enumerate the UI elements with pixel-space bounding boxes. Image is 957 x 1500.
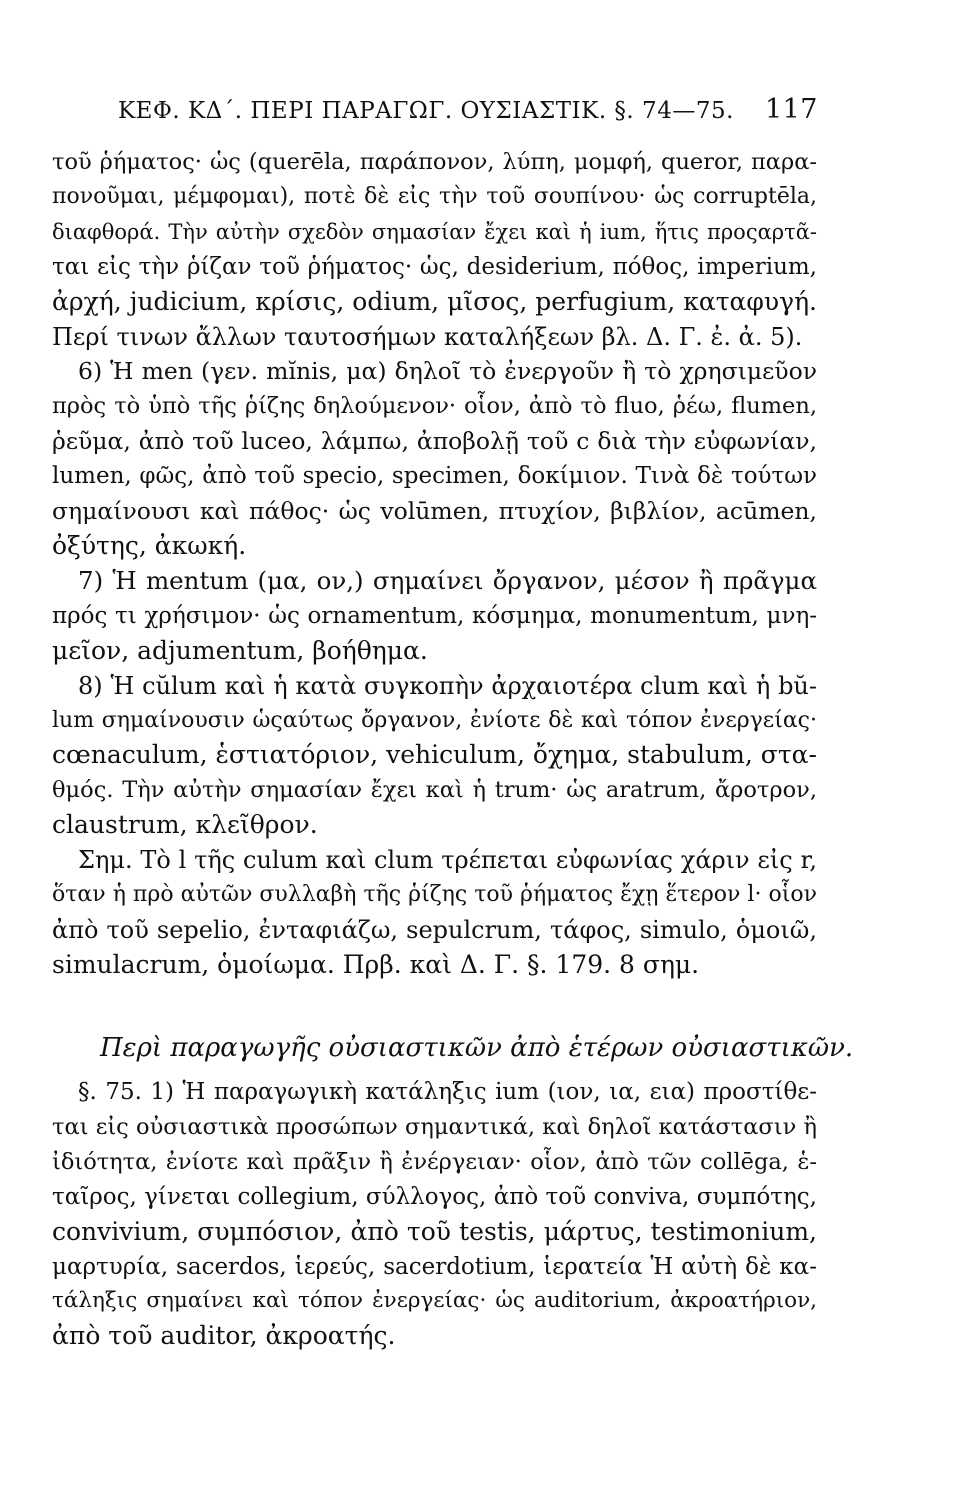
text-line: claustrum, κλεῖθρον. (52, 810, 318, 840)
text-line: §. 75. 1) Ἡ παραγωγικὴ κατάληξις ium (ιον, ια, εια) προστίθε- (78, 1079, 817, 1105)
text-line: διαφθορά. Τὴν αὐτὴν σχεδὸν σημασίαν ἔχει καὶ ἡ ium, ἥτις προςαρτᾶ- (52, 219, 817, 244)
text-line: ται εἰς τὴν ῥίζαν τοῦ ῥήματος· ὡς, desiderium, πόθος, imperium, (52, 253, 817, 280)
text-line: lumen, φῶς, ἀπὸ τοῦ specio, specimen, δοκίμιον. Τινὰ δὲ τούτων (52, 463, 817, 490)
text-line: θμός. Τὴν αὐτὴν σημασίαν ἔχει καὶ ἡ trum· ὡς aratrum, ἄροτρον, (52, 777, 817, 804)
text-line: ῥεῦμα, ἀπὸ τοῦ luceo, λάμπω, ἀποβολῇ τοῦ c διὰ τὴν εὐφωνίαν, (52, 427, 817, 456)
text-line: τάληξις σημαίνει καὶ τόπον ἐνεργείας· ὡς auditorium, ἀκροατήριον, (52, 1288, 817, 1314)
text-line: ται εἰς οὐσιαστικὰ προσώπων σημαντικά, καὶ δηλοῖ κατάστασιν ἢ (52, 1113, 817, 1140)
text-line: μαρτυρία, sacerdos, ἱερεύς, sacerdotium, ἱερατεία Ἡ αὐτὴ δὲ κα- (52, 1253, 817, 1280)
text-line: cœnaculum, ἑστιατόριον, vehiculum, ὄχημα, stabulum, στα- (52, 740, 817, 770)
text-line: ταῖρος, γίνεται collegium, σύλλογος, ἀπὸ τοῦ conviva, συμπότης, (52, 1183, 817, 1210)
main-text (52, 145, 817, 983)
section-75-text (52, 1075, 817, 1354)
text-line: convivium, συμπόσιον, ἀπὸ τοῦ testis, μάρτυς, testimonium, (52, 1216, 817, 1246)
text-line: τοῦ ῥήματος· ὡς (querēla, παράπονον, λύπη, μομφή, queror, παρα- (52, 149, 817, 175)
text-line: πρὸς τὸ ὑπὸ τῆς ῥίζης δηλούμενον· οἷον, ἀπὸ τὸ fluo, ῥέω, flumen, (52, 393, 817, 420)
note-line: Σημ. Τὸ l τῆς culum καὶ clum τρέπεται εὐφωνίας χάριν εἰς r, (78, 846, 817, 875)
text-line: πονοῦμαι, μέμφομαι), ποτὲ δὲ εἰς τὴν τοῦ σουπίνου· ὡς corruptēla, (52, 183, 817, 209)
text-line: Περί τινων ἄλλων ταυτοσήμων καταλήξεων βλ. Δ. Γ. ἐ. ἀ. 5). (52, 322, 803, 351)
text-line: πρός τι χρήσιμον· ὡς ornamentum, κόσμημα, monumentum, μνη- (52, 602, 817, 629)
text-line: σημαίνουσι καὶ πάθος· ὡς volūmen, πτυχίον, βιβλίον, acūmen, (52, 497, 817, 526)
section-heading: Περὶ παραγωγῆς οὐσιαστικῶν ἀπὸ ἑτέρων οὐσιαστικῶν. (100, 1033, 854, 1063)
running-title: ΚΕΦ. ΚΔ΄. ΠΕΡΙ ΠΑΡΑΓΩΓ. ΟΥΣΙΑΣΤΙΚ. §. 74—75. (118, 98, 734, 124)
running-header (118, 94, 818, 125)
text-line: μεῖον, adjumentum, βοήθημα. (52, 635, 428, 665)
note-line: simulacrum, ὁμοίωμα. Πρβ. καὶ Δ. Γ. §. 179. 8 σημ. (52, 949, 700, 979)
note-line: ὅταν ἡ πρὸ αὐτῶν συλλαβὴ τῆς ῥίζης τοῦ ῥήματος ἔχῃ ἕτερον l· οἷον (52, 882, 817, 908)
text-line: ἀπὸ τοῦ auditor, ἀκροατής. (52, 1321, 396, 1351)
text-line: ὀξύτης, ἀκωκή. (52, 530, 247, 560)
text-line: ἰδιότητα, ἐνίοτε καὶ πρᾶξιν ἢ ἐνέργειαν· οἷον, ἀπὸ τῶν collēga, ἑ- (52, 1148, 817, 1175)
note-line: ἀπὸ τοῦ sepelio, ἐνταφιάζω, sepulcrum, τάφος, simulo, ὁμοιῶ, (52, 915, 817, 944)
page-number: 117 (764, 94, 818, 125)
text-line: ἀρχή, judicium, κρίσις, odium, μῖσος, perfugium, καταφυγή. (52, 286, 817, 316)
text-line: 6) Ἡ men (γεν. mĭnis, μα) δηλοῖ τὸ ἐνεργοῦν ἢ τὸ χρησιμεῦον (78, 357, 817, 386)
text-line: 8) Ἡ cŭlum καὶ ἡ κατὰ συγκοπὴν ἀρχαιοτέρα clum καὶ ἡ bŭ- (78, 671, 817, 700)
text-line: 7) Ἡ mentum (μα, ον,) σημαίνει ὄργανον, μέσον ἢ πρᾶγμα (78, 565, 817, 595)
text-line: lum σημαίνουσιν ὡςαύτως ὄργανον, ἐνίοτε δὲ καὶ τόπον ἐνεργείας· (52, 707, 817, 733)
